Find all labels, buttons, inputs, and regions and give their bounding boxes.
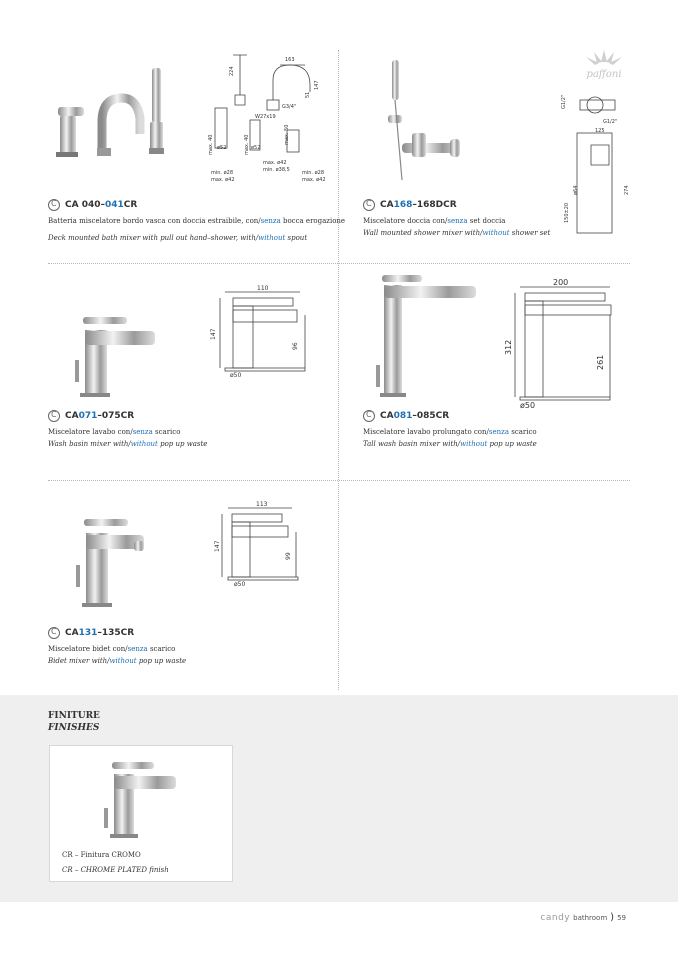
product-code-131: C CA 131 –135CR (48, 627, 134, 639)
product-desc-en: Wall mounted shower mixer with/without shower set (363, 229, 551, 237)
svg-text:ø50: ø50 (520, 401, 536, 410)
svg-text:200: 200 (553, 278, 569, 287)
svg-text:G3/4": G3/4" (282, 104, 297, 110)
bidet-mixer-drawing (210, 500, 310, 590)
product-desc-en: Wash basin mixer with/without pop up waste (48, 440, 208, 448)
product-code-168: C CA 168 –168DCR (363, 199, 457, 211)
svg-text:min. ø38,5: min. ø38,5 (263, 167, 290, 173)
column-divider (338, 50, 339, 690)
shower-mixer-photo (372, 55, 472, 185)
finish-card (49, 745, 233, 882)
page-footer (540, 912, 626, 923)
product-desc-it: Miscelatore lavabo prolungato con/senza scarico (363, 428, 537, 436)
svg-text:max. 50: max. 50 (284, 124, 290, 145)
finish-item-en: CR – CHROME PLATED finish (62, 866, 169, 874)
svg-text:312: 312 (504, 339, 513, 355)
certification-icon (48, 199, 60, 211)
product-desc-en: Tall wash basin mixer with/without pop up waste (363, 440, 537, 448)
svg-text:125: 125 (595, 128, 605, 134)
finish-item-it: CR – Finitura CROMO (62, 851, 141, 859)
paffoni-logo (578, 48, 630, 80)
svg-text:261: 261 (596, 354, 605, 370)
svg-text:ø50: ø50 (234, 581, 246, 588)
svg-text:113: 113 (256, 501, 268, 508)
svg-text:147: 147 (214, 540, 221, 552)
svg-text:274: 274 (624, 185, 630, 195)
tall-basin-mixer-photo (372, 270, 482, 400)
product-code-071: C CA 071 –075CR (48, 410, 134, 422)
svg-text:147: 147 (314, 80, 320, 90)
svg-text:ø64: ø64 (573, 185, 579, 195)
svg-text:ø52: ø52 (217, 145, 227, 151)
bidet-mixer-photo (72, 505, 162, 610)
svg-text:G1/2": G1/2" (561, 94, 567, 109)
bath-mixer-drawing (205, 50, 333, 185)
product-desc-en: Bidet mixer with/without pop up waste (48, 657, 187, 665)
shower-mixer-drawing (555, 85, 635, 245)
svg-text:163: 163 (285, 57, 295, 63)
footer-separator-icon: ) (610, 912, 615, 923)
row-divider-2 (48, 480, 630, 481)
product-code-081: C CA 081 –085CR (363, 410, 449, 422)
svg-text:min. ø28: min. ø28 (211, 170, 234, 176)
product-code-040: C CA 040– 041 CR (48, 199, 137, 211)
svg-text:147: 147 (210, 328, 217, 340)
product-desc-it: Miscelatore doccia con/senza set doccia (363, 217, 506, 225)
svg-text:G1/2": G1/2" (603, 119, 618, 125)
bath-mixer-photo (52, 60, 172, 165)
svg-text:96: 96 (292, 342, 299, 350)
svg-text:max. ø42: max. ø42 (263, 160, 287, 166)
basin-mixer-photo (70, 305, 160, 400)
product-desc-it: Batteria miscelatore bordo vasca con doccia estraibile, con/senza bocca erogazione (48, 217, 346, 225)
svg-text:max. 40: max. 40 (208, 134, 214, 155)
svg-text:ø50: ø50 (230, 372, 242, 379)
tall-basin-mixer-drawing (500, 275, 620, 410)
certification-icon (363, 199, 375, 211)
footer-brand: candy (540, 912, 571, 923)
row-divider-1 (48, 263, 630, 264)
product-desc-it: Miscelatore bidet con/senza scarico (48, 645, 176, 653)
svg-text:max. 40: max. 40 (244, 134, 250, 155)
svg-text:224: 224 (229, 66, 235, 76)
finishes-title-en: FINISHES (48, 723, 100, 733)
svg-text:51: 51 (305, 91, 311, 98)
svg-text:ø52: ø52 (251, 145, 261, 151)
svg-text:110: 110 (257, 285, 269, 292)
chrome-finish-photo (100, 756, 190, 841)
svg-text:max. ø42: max. ø42 (211, 177, 235, 183)
product-desc-it: Miscelatore lavabo con/senza scarico (48, 428, 181, 436)
svg-text:min. ø28: min. ø28 (302, 170, 325, 176)
svg-text:paffoni: paffoni (586, 69, 622, 80)
certification-icon (48, 627, 60, 639)
finishes-title-it: FINITURE (48, 711, 100, 721)
svg-text:150±20: 150±20 (564, 202, 570, 223)
svg-text:99: 99 (285, 552, 292, 560)
svg-text:W27x19: W27x19 (255, 114, 276, 120)
certification-icon (363, 410, 375, 422)
basin-mixer-drawing (205, 280, 315, 380)
product-desc-en: Deck mounted bath mixer with pull out hand–shower, with/without spout (48, 234, 308, 242)
certification-icon (48, 410, 60, 422)
svg-text:max. ø42: max. ø42 (302, 177, 326, 183)
page-number: 59 (617, 913, 626, 922)
footer-section: bathroom (573, 913, 608, 922)
